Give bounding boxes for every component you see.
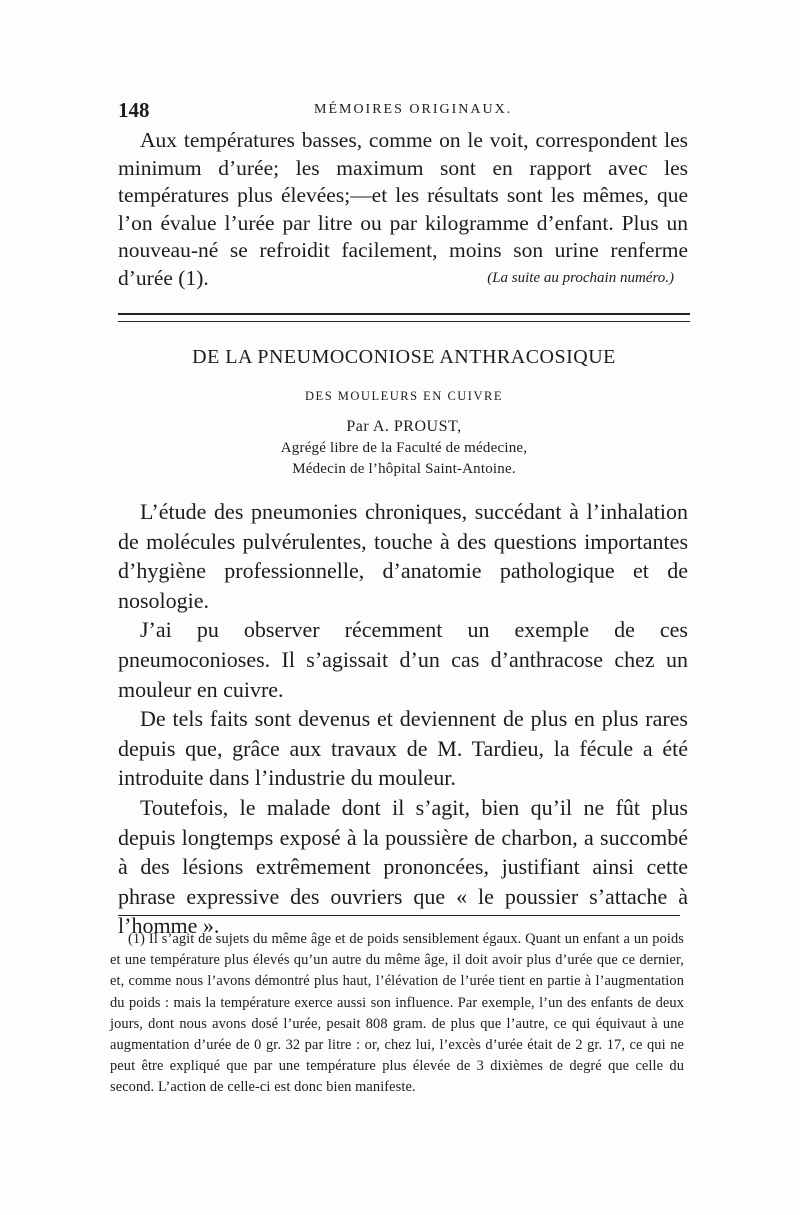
body-paragraph [118, 127, 688, 292]
body-paragraph: De tels faits sont devenus et deviennent de plus en plus rares depuis que, grâce aux travaux de M. Tardieu, la fécule a été introduite dans l’industrie du mouleur. [118, 706, 688, 791]
article-body [118, 497, 688, 941]
author-affiliation: Agrégé libre de la Faculté de médecine, [280, 440, 528, 456]
body-paragraph: L’étude des pneumonies chroniques, succédant à l’inhalation de molécules pulvérulentes, touche à des questions importantes d’hygiène professionnelle, d’anatomie pathologique et de nosologie. [118, 499, 688, 613]
section-divider [118, 313, 690, 322]
footnote-divider [118, 915, 680, 916]
article-author: Par A. PROUST, [346, 418, 462, 435]
page-number: 148 [118, 98, 150, 122]
running-head: MÉMOIRES ORIGINAUX. [314, 102, 513, 117]
body-paragraph: Toutefois, le malade dont il s’agit, bien qu’il ne fût plus depuis longtemps exposé à la poussière de charbon, a succombé à des lésions extrêmement prononcées, justifiant ainsi cette phrase expressive des ouvriers que « le poussier s’attache à l’homme ». [118, 794, 688, 939]
footnote-text: (1) Il s’agit de sujets du même âge et de poids sensiblement égaux. Quant un enfant a un poids et une température plus élevés qu’un autre du même âge, il doit avoir plus d’urée que ce dernier, et, comme nous l’avons démontré plus haut, l’élévation de l’urée tient en partie à l’augmentation du poids : mais la température exerce aussi son influence. Par exemple, l’un des enfants de deux jours, dont nous avons dosé l’urée, pesait 808 gram. de plus que l’autre, ce qui équivaut à une augmentation d’urée de 0 gr. 32 par litre : or, chez lui, l’excès d’urée était de 2 gr. 17, ce qui ne peut être expliqué que par une température plus élevée de 3 dixièmes de degré que celle du second. L’action de celle-ci est donc bien manifeste. [110, 931, 684, 1096]
paragraph-text: Aux températures basses, comme on le voit, correspondent les minimum d’urée; les maximum sont en rapport avec les températures plus élevées;—et les résultats sont les mêmes, que l’on évalue l’urée par litre ou par kilogramme d’enfant. Plus un nouveau-né se refroidit facilement, moins son urine renferme d’urée (1). [118, 128, 688, 290]
footnote [110, 929, 684, 1099]
previous-article-ending [118, 127, 688, 292]
article-subtitle: DES MOULEURS EN CUIVRE [305, 389, 503, 403]
body-paragraph: J’ai pu observer récemment un exemple de ces pneumoconioses. Il s’agissait d’un cas d’anthracose chez un mouleur en cuivre. [118, 617, 688, 702]
article-title: DE LA PNEUMOCONIOSE ANTHRACOSIQUE [192, 346, 616, 368]
continuation-note: (La suite au prochain numéro.) [487, 269, 674, 286]
author-affiliation: Médecin de l’hôpital Saint-Antoine. [292, 461, 516, 477]
page-header [118, 98, 688, 122]
